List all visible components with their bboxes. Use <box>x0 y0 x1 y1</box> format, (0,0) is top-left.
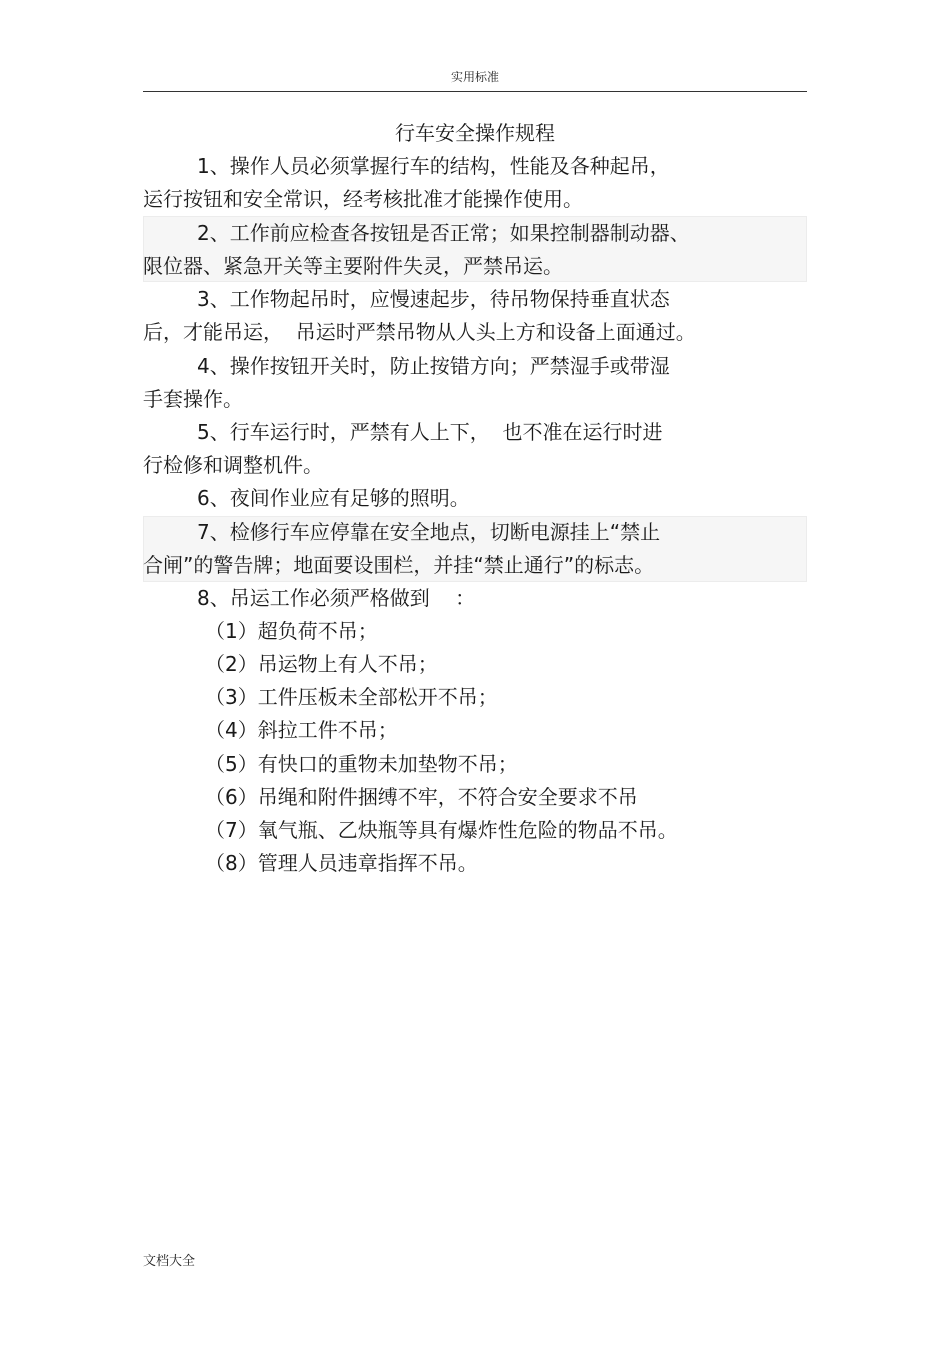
rule-7-line-2: 合闸”的警告牌；地面要设围栏，并挂“禁止通行”的标志。 <box>143 553 655 577</box>
rule-1-line-1: 1、操作人员必须掌握行车的结构，性能及各种起吊， <box>197 154 670 178</box>
rule-3-line-2: 后，才能吊运， 吊运时严禁吊物从人头上方和设备上面通过。 <box>143 320 696 344</box>
page-footer: 文档大全 <box>143 1254 196 1269</box>
rule-4-line-2: 手套操作。 <box>143 387 243 411</box>
list-item: （6）吊绳和附件捆缚不牢，不符合安全要求不吊 <box>205 785 638 809</box>
list-item: （5）有快口的重物未加垫物不吊； <box>205 752 518 776</box>
rule-4-line-1: 4、操作按钮开关时，防止按错方向；严禁湿手或带湿 <box>197 354 670 378</box>
list-item: （1）超负荷不吊； <box>205 619 378 643</box>
list-item: （3）工件压板未全部松开不吊； <box>205 685 498 709</box>
list-item: （4）斜拉工件不吊； <box>205 718 398 742</box>
list-item: （7）氧气瓶、乙炔瓶等具有爆炸性危险的物品不吊。 <box>205 818 678 842</box>
rule-5-line-1: 5、行车运行时，严禁有人上下， 也不准在运行时进 <box>197 420 663 444</box>
rule-6-line-1: 6、夜间作业应有足够的照明。 <box>197 486 470 510</box>
rule-8-line-1: 8、吊运工作必须严格做到 ： <box>197 586 476 610</box>
document-title: 行车安全操作规程 <box>395 121 555 145</box>
rule-3-line-1: 3、工作物起吊时，应慢速起步，待吊物保持垂直状态 <box>197 287 670 311</box>
list-item: （2）吊运物上有人不吊； <box>205 652 438 676</box>
page-header: 实用标准 <box>450 70 499 84</box>
rule-7-line-1: 7、检修行车应停靠在安全地点，切断电源挂上“禁止 <box>197 520 661 544</box>
rule-5-line-2: 行检修和调整机件。 <box>143 453 323 477</box>
list-item: （8）管理人员违章指挥不吊。 <box>205 851 478 875</box>
rule-2-line-1: 2、工作前应检查各按钮是否正常；如果控制器制动器、 <box>197 221 690 245</box>
rule-1-line-2: 运行按钮和安全常识，经考核批准才能操作使用。 <box>143 187 583 211</box>
header-divider <box>143 91 807 92</box>
rule-2-line-2: 限位器、紧急开关等主要附件失灵，严禁吊运。 <box>143 254 563 278</box>
